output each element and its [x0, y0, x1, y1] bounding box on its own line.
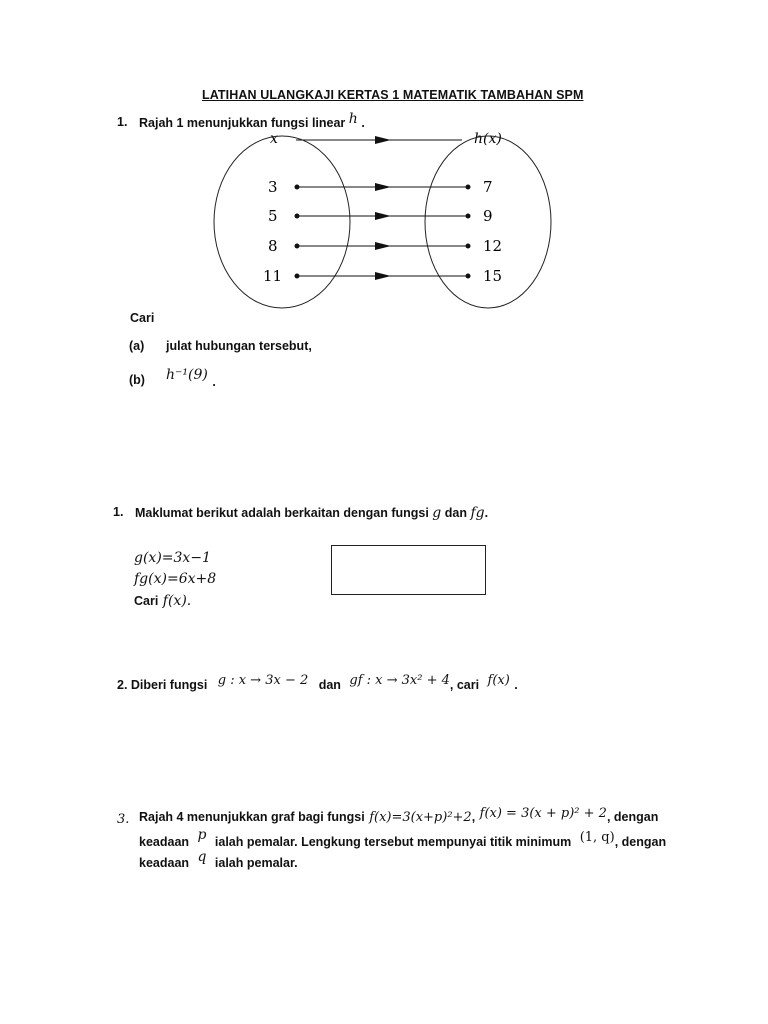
given-g-function: g(x)=3x−1 [134, 550, 211, 566]
arrow-diagram [200, 125, 570, 315]
minimum-point: (1, q) [579, 830, 615, 845]
mapping-row-2 [268, 207, 493, 225]
question-3-line [117, 673, 518, 694]
question-4-dengan-1: , dengan [606, 810, 659, 824]
function-g: g [432, 505, 442, 521]
function-h: h [348, 111, 358, 127]
inverse-h-expression: h⁻¹(9) [166, 367, 208, 383]
question-4-number: 3. [117, 812, 130, 827]
question-2-number: 1. [113, 505, 124, 519]
question-3-dan: dan [318, 678, 341, 692]
constant-p: p [197, 827, 207, 843]
domain-value-3: 8 [268, 237, 278, 255]
question-2-dot: . [484, 506, 489, 520]
question-2-text [135, 505, 488, 521]
question-3-dot: . [514, 678, 518, 692]
question-4-keadaan-2: keadaan [139, 856, 190, 870]
codomain-value-2: 9 [483, 207, 493, 225]
codomain-value-4: 15 [483, 267, 503, 285]
part-b-dot: . [212, 375, 216, 389]
codomain-value-3: 12 [483, 237, 503, 255]
constant-q: q [197, 849, 207, 865]
find-fx-line [134, 592, 191, 610]
quadratic-function-a: f(x)=3(x+p)²+2 [369, 810, 472, 825]
mapping-row-1 [268, 178, 493, 196]
question-4-line-3 [139, 849, 298, 872]
question-4-statement: Rajah 4 menunjukkan graf bagi fungsi [139, 810, 365, 824]
function-fg: fg [470, 505, 485, 521]
domain-value-4: 11 [263, 267, 283, 285]
domain-value-2: 5 [268, 207, 278, 225]
question-1-statement: Rajah 1 menunjukkan fungsi linear [139, 116, 346, 130]
question-4-line-2 [139, 827, 667, 851]
question-4-statement-2: ialah pemalar. Lengkung tersebut mempunyai titik minimum [214, 835, 572, 849]
question-3-cari: , cari [449, 678, 480, 692]
question-1-number: 1. [117, 115, 128, 129]
domain-value-1: 3 [268, 178, 278, 196]
question-4-dengan-2: , dengan [614, 835, 667, 849]
page-title: LATIHAN ULANGKAJI KERTAS 1 MATEMATIK TAMBAHAN SPM [202, 88, 584, 102]
part-a-text: julat hubungan tersebut, [166, 339, 312, 353]
mapping-row-4 [263, 267, 502, 285]
question-2-statement: Maklumat berikut adalah berkaitan dengan fungsi [135, 506, 429, 520]
domain-label: x [270, 131, 278, 147]
part-a-label: (a) [129, 339, 145, 353]
part-b-expression [166, 366, 216, 389]
codomain-value-1: 7 [483, 178, 493, 196]
question-4-comma: , [471, 810, 476, 824]
mapping-row-3 [268, 237, 502, 255]
find-fx: f(x). [162, 593, 192, 609]
g-mapping-expression: g : x → 3x − 2 [217, 673, 309, 688]
question-3-prefix: 2. Diberi fungsi [117, 678, 208, 692]
codomain-label: h(x) [474, 131, 502, 147]
question-1-dot: . [361, 116, 365, 130]
part-b-label: (b) [129, 373, 145, 387]
answer-box [331, 545, 486, 595]
fx-expression: f(x) [487, 673, 510, 688]
question-4-keadaan-1: keadaan [139, 835, 190, 849]
question-4-statement-3: ialah pemalar. [214, 856, 298, 870]
quadratic-function-b: f(x) = 3(x + p)² + 2 [479, 806, 607, 821]
header-arrowhead [375, 136, 391, 144]
cari-label: Cari [130, 311, 155, 325]
find-label: Cari [134, 594, 159, 608]
given-fg-function: fg(x)=6x+8 [134, 571, 217, 587]
question-2-dan: dan [444, 506, 467, 520]
gf-mapping-expression: gf : x → 3x² + 4 [349, 673, 450, 688]
question-4-line-1 [139, 808, 658, 826]
